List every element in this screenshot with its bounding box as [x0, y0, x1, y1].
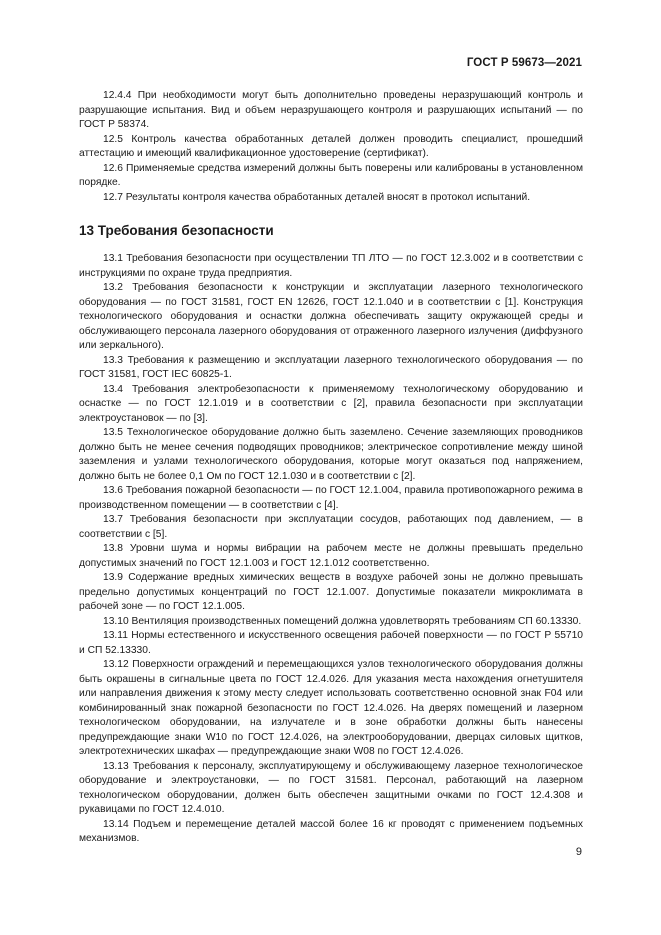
- paragraph: 13.11 Нормы естественного и искусственного освещения рабочей поверхности — по ГОСТ Р 55710 и СП 52.13330.: [79, 630, 583, 656]
- paragraph: 12.7 Результаты контроля качества обработанных деталей вносят в протокол испытаний.: [103, 191, 531, 203]
- paragraph: 13.14 Подъем и перемещение деталей массой более 16 кг проводят с применением подъемных механизмов.: [79, 818, 583, 844]
- paragraph: 13.12 Поверхности ограждений и перемещающихся узлов технологического оборудования должны быть окрашены в сигнальные цвета по ГОСТ 12.4.026. Для указания места нахождения огнетушителя или направления движения к этому месту следует использовать соответственно основной знак F04 или комбинированный знак пожарной безопасности по ГОСТ 12.4.026. На дверях помещений и лазерном технологическом оборудовании, на излучателе и в зоне обработки должны быть нанесены предупреждающие знаки W10 по ГОСТ 12.4.026, на электрооборудовании, дверцах силовых щитков, электротехнических шкафах — предупреждающие знаки W08 по ГОСТ 12.4.026.: [79, 659, 583, 757]
- paragraph: 13.1 Требования безопасности при осуществлении ТП ЛТО — по ГОСТ 12.3.002 и в соответствии с инструкциями по охране труда предприятия.: [79, 253, 583, 279]
- paragraph: 13.3 Требования к размещению и эксплуатации лазерного технологического оборудования — по ГОСТ 31581, ГОСТ IEC 60825-1.: [79, 354, 583, 380]
- section-13-paragraphs: [79, 252, 583, 847]
- paragraph: 13.7 Требования безопасности при эксплуатации сосудов, работающих под давлением, — в соответствии с [5].: [79, 514, 583, 540]
- paragraph: 13.13 Требования к персоналу, эксплуатирующему и обслуживающему лазерное технологическое оборудование и электроустановки, — по ГОСТ 31581. Персонал, работающий на лазерном технологическом оборудовании, должен быть обеспечен защитными очками по ГОСТ 12.4.308 и рукавицами по ГОСТ 12.4.010.: [79, 760, 583, 815]
- paragraph: 13.10 Вентиляция производственных помещений должна удовлетворять требованиям СП 60.13330.: [103, 615, 582, 627]
- paragraph: 13.4 Требования электробезопасности к применяемому технологическому оборудованию и оснастке — по ГОСТ 12.1.019 и в соответствии с [2], правила безопасности при эксплуатации электроустановок — по [3].: [79, 383, 583, 424]
- paragraph: 12.4.4 При необходимости могут быть дополнительно проведены неразрушающий контроль и разрушающие испытания. Вид и объем неразрушающего контроля и разрушающих испытаний — по ГОСТ Р 58374.: [79, 90, 583, 130]
- paragraph: 13.6 Требования пожарной безопасности — по ГОСТ 12.1.004, правила противопожарного режима в производственном помещении — в соответствии с [4].: [79, 485, 583, 511]
- paragraph: 13.8 Уровни шума и нормы вибрации на рабочем месте не должны превышать предельно допустимых значений по ГОСТ 12.1.003 и ГОСТ 12.1.012 соответственно.: [79, 543, 583, 569]
- document-id-header: ГОСТ Р 59673—2021: [466, 57, 582, 69]
- paragraph: 12.5 Контроль качества обработанных деталей должен проводить специалист, прошедший аттестацию и имеющий квалификационное удостоверение (сертификат).: [79, 133, 583, 159]
- document-body: [79, 89, 583, 847]
- page-number: 9: [575, 846, 582, 858]
- section-12-paragraphs: [79, 89, 583, 205]
- paragraph: 12.6 Применяемые средства измерений должны быть поверены или калиброваны в установленном порядке.: [79, 162, 583, 188]
- paragraph: 13.9 Содержание вредных химических веществ в воздухе рабочей зоны не должно превышать предельно допустимых концентраций по ГОСТ 12.1.007. Допустимые показатели микроклимата в рабочей зоне — по ГОСТ 12.1.005.: [79, 572, 583, 612]
- paragraph: 13.5 Технологическое оборудование должно быть заземлено. Сечение заземляющих проводников должно быть не менее сечения подводящих проводников; электрическое сопротивление между шиной заземления и узлами технологического оборудования, которые могут оказаться под напряжением, должно быть не более 0,1 Ом по ГОСТ 12.1.030 и в соответствии с [2].: [79, 427, 583, 482]
- paragraph: 13.2 Требования безопасности к конструкции и эксплуатации лазерного технологического оборудования — по ГОСТ 31581, ГОСТ EN 12626, ГОСТ 12.1.040 и в соответствии с [1]. Конструкция технологического оборудования и оснастки должна обеспечивать защиту окружающей среды и обслуживающего персонала лазерного оборудования от отраженного лазерного излучения (диффузного или зеркального).: [79, 282, 583, 351]
- section-heading: 13 Требования безопасности: [79, 223, 274, 238]
